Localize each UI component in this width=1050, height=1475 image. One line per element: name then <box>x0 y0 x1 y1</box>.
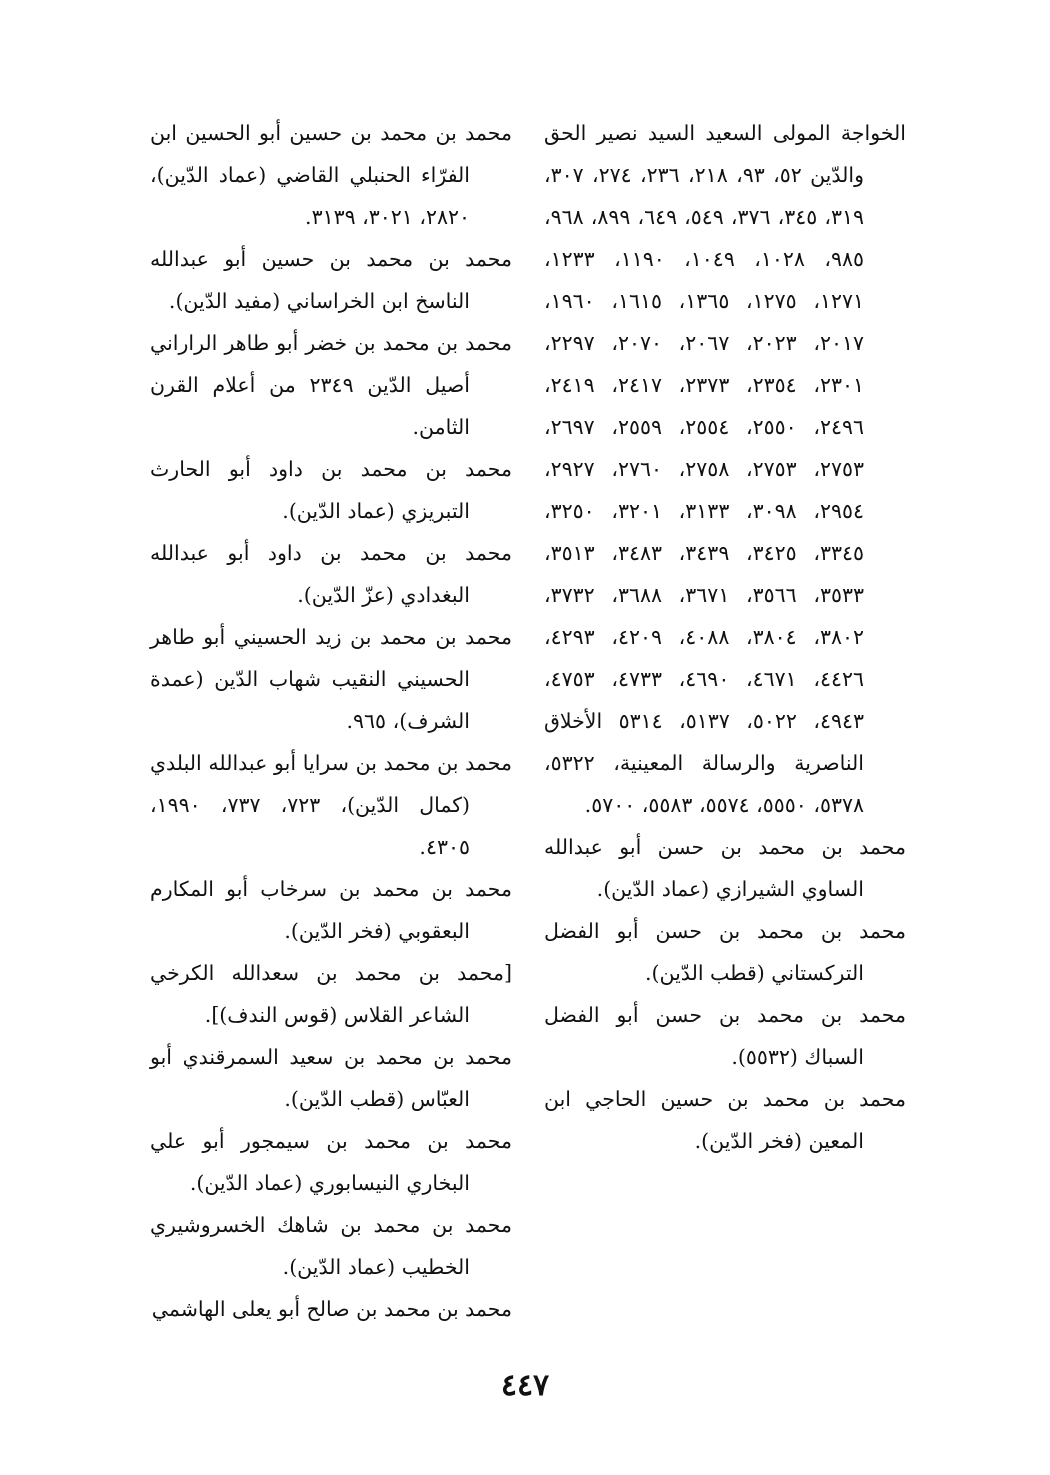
index-entry: محمد بن محمد بن سرخاب أبو المكارم البعقوبي (فخر الدّين). <box>150 877 512 943</box>
index-entry: [محمد بن محمد بن سعدالله الكرخي الشاعر القلاس (قوس الندف)]. <box>150 961 512 1027</box>
index-entry: محمد بن محمد بن زيد الحسيني أبو طاهر الحسيني النقيب شهاب الدّين (عمدة الشرف)، ٩٦٥. <box>150 625 512 733</box>
index-entry: محمد بن محمد بن سعيد السمرقندي أبو العبّاس (قطب الدّين). <box>150 1045 512 1111</box>
index-entry: محمد بن محمد بن سيمجور أبو علي البخاري النيسابوري (عماد الدّين). <box>150 1129 512 1195</box>
index-entry: محمد بن محمد بن شاهك الخسروشيري الخطيب (عماد الدّين). <box>150 1213 512 1279</box>
index-entry: محمد بن محمد بن حسين الحاجي ابن المعين (فخر الدّين). <box>544 1087 906 1153</box>
index-entry: محمد بن محمد بن حسن أبو الفضل السباك (٥٥٣٢). <box>544 1003 906 1069</box>
page-number: ٤٤٧ <box>500 1368 550 1403</box>
index-entry: محمد بن محمد بن داود أبو عبدالله البغدادي (عزّ الدّين). <box>150 541 512 607</box>
index-entry: محمد بن محمد بن صالح أبو يعلى الهاشمي <box>151 1297 512 1321</box>
index-column-right <box>544 112 906 1162</box>
index-entry: الخواجة المولى السعيد السيد نصير الحق والدّين ٥٢، ٩٣، ٢١٨، ٢٣٦، ٢٧٤، ٣٠٧، ٣١٩، ٣٤٥، ٣٧٦، ٥٤٩، ٦٤٩، ٨٩٩، ٩٦٨، ٩٨٥، ١٠٢٨، ١٠٤٩، ١١٩٠، ١٢٣٣، ١٢٧١، ١٢٧٥، ١٣٦٥، ١٦١٥، ١٩٦٠، ٢٠١٧، ٢٠٢٣، ٢٠٦٧، ٢٠٧٠، ٢٢٩٧، ٢٣٠١، ٢٣٥٤، ٢٣٧٣، ٢٤١٧، ٢٤١٩، ٢٤٩٦، ٢٥٥٠، ٢٥٥٤، ٢٥٥٩، ٢٦٩٧، ٢٧٥٣، ٢٧٥٣، ٢٧٥٨، ٢٧٦٠، ٢٩٢٧، ٢٩٥٤، ٣٠٩٨، ٣١٣٣، ٣٢٠١، ٣٢٥٠، ٣٣٤٥، ٣٤٢٥، ٣٤٣٩، ٣٤٨٣، ٣٥١٣، ٣٥٣٣، ٣٥٦٦، ٣٦٧١، ٣٦٨٨، ٣٧٣٢، ٣٨٠٢، ٣٨٠٤، ٤٠٨٨، ٤٢٠٩، ٤٢٩٣، ٤٤٢٦، ٤٦٧١، ٤٦٩٠، ٤٧٣٣، ٤٧٥٣، ٤٩٤٣، ٥٠٢٢، ٥١٣٧، ٥٣١٤ الأخلاق الناصرية والرسالة المعينية، ٥٣٢٢، ٥٣٧٨، ٥٥٥٠، ٥٥٧٤، ٥٥٨٣، ٥٧٠٠. <box>544 121 906 817</box>
index-entry: محمد بن محمد بن حسن أبو الفضل التركستاني (قطب الدّين). <box>544 919 906 985</box>
index-entry: محمد بن محمد بن حسين أبو عبدالله الناسخ ابن الخراساني (مفيد الدّين). <box>150 247 512 313</box>
index-entry: محمد بن محمد بن خضر أبو طاهر الراراني أصيل الدّين ٢٣٤٩ من أعلام القرن الثامن. <box>150 331 512 439</box>
index-entry: محمد بن محمد بن سرايا أبو عبدالله البلدي (كمال الدّين)، ٧٢٣، ٧٣٧، ١٩٩٠، ٤٣٠٥. <box>150 751 512 859</box>
index-column-left <box>150 112 512 1330</box>
index-entry: محمد بن محمد بن حسين أبو الحسين ابن الفرّاء الحنبلي القاضي (عماد الدّين)، ٢٨٢٠، ٣٠٢١، ٣١٣٩. <box>150 121 512 229</box>
index-entry: محمد بن محمد بن داود أبو الحارث التبريزي (عماد الدّين). <box>150 457 512 523</box>
index-entry: محمد بن محمد بن حسن أبو عبدالله الساوي الشيرازي (عماد الدّين). <box>544 835 906 901</box>
